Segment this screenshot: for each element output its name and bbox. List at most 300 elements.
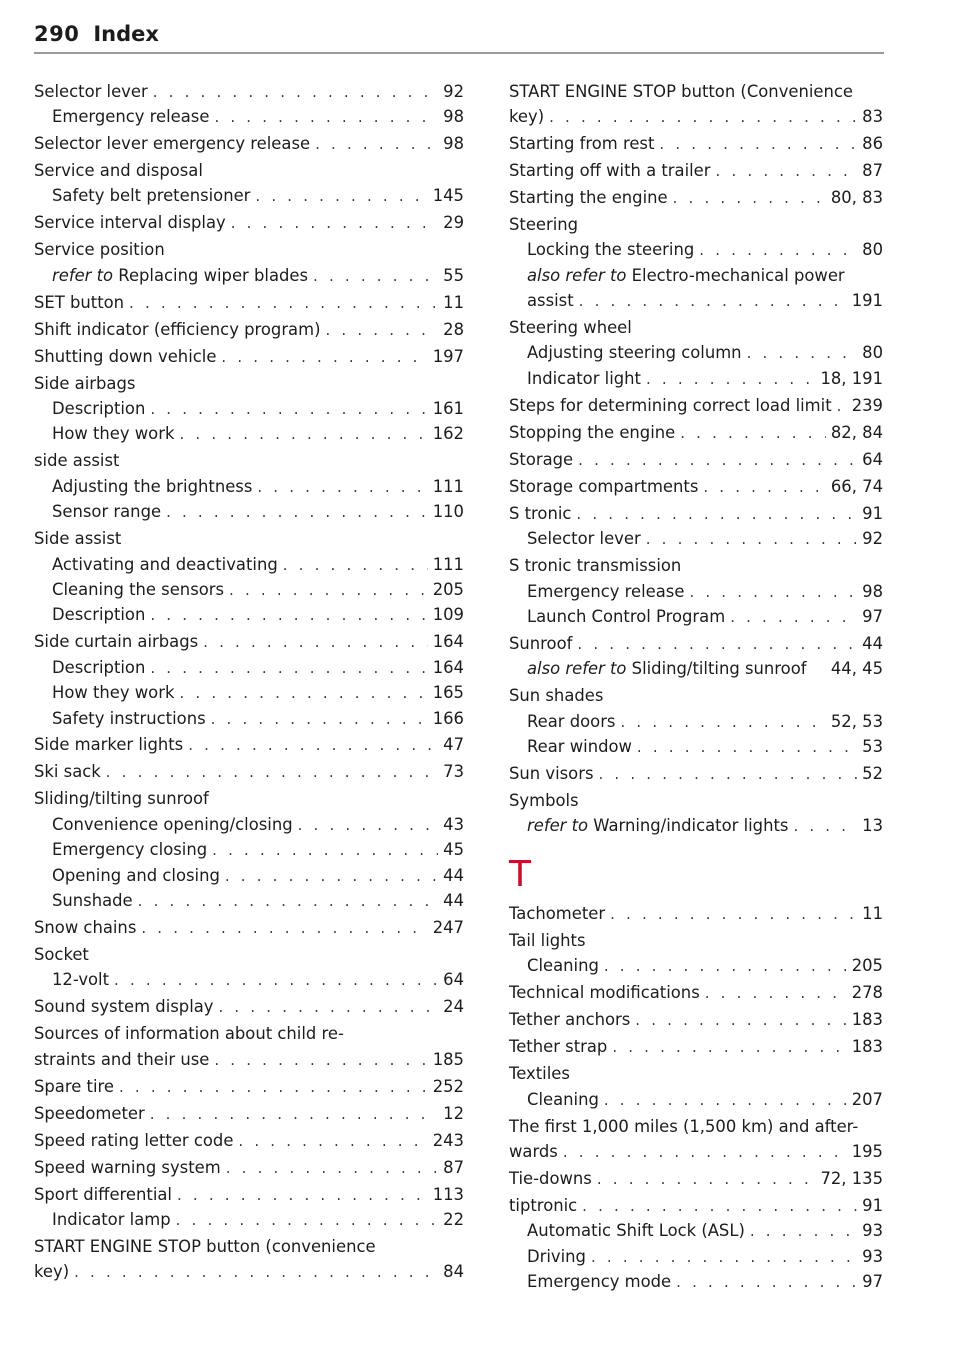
entry-text: assist [527, 291, 574, 311]
entry-text: Cleaning [527, 1089, 599, 1109]
index-entry [34, 210, 464, 235]
dot-leader [214, 105, 438, 130]
entry-text: Starting off with a trailer [509, 160, 711, 180]
page-reference: 98 [443, 133, 464, 153]
entry-text: Cleaning [527, 956, 599, 976]
page-reference: 92 [443, 81, 464, 101]
page-reference: 205 [432, 579, 464, 599]
dot-leader [214, 1048, 427, 1073]
dot-leader [226, 1156, 438, 1181]
index-entry [509, 131, 883, 156]
index-entry [34, 396, 464, 421]
index-entry [34, 915, 464, 940]
index-entry [509, 1193, 883, 1218]
entry-text: straints and their use [34, 1049, 210, 1069]
entry-text: Automatic Shift Lock (ASL) [527, 1221, 745, 1241]
page-reference: 185 [432, 1049, 464, 1069]
entry-text: key) [509, 106, 545, 126]
entry-text: Sound system display [34, 997, 214, 1017]
dot-leader [166, 500, 428, 525]
index-entry [509, 340, 883, 365]
index-entry [509, 631, 883, 656]
index-entry [34, 706, 464, 731]
index-entry [34, 183, 464, 208]
index-entry [509, 953, 883, 978]
page-reference: 73 [443, 762, 464, 782]
page-reference: 145 [432, 186, 464, 206]
dot-leader [699, 238, 857, 263]
entry-text: Side airbags [34, 373, 136, 393]
index-entry [34, 942, 464, 967]
dot-leader [141, 916, 427, 941]
index-entry [34, 1074, 464, 1099]
cross-reference-label: refer to [527, 816, 594, 836]
index-entry [34, 421, 464, 446]
page-reference: 13 [862, 816, 883, 836]
index-entry [34, 629, 464, 654]
dot-leader [229, 578, 428, 603]
entry-text: Technical modifications [509, 983, 700, 1003]
entry-text: How they work [52, 424, 175, 444]
dot-leader [563, 1140, 847, 1165]
index-entry [34, 131, 464, 156]
page-reference: 11 [862, 903, 883, 923]
index-entry [509, 683, 883, 708]
entry-text: Indicator light [527, 368, 641, 388]
entry-text: Indicator lamp [52, 1210, 171, 1230]
entry-text: Adjusting the brightness [52, 476, 253, 496]
index-entry [34, 317, 464, 342]
dot-leader [221, 345, 427, 370]
entry-text: How they work [52, 683, 175, 703]
page-reference: 53 [862, 737, 883, 757]
entry-text: Starting from rest [509, 133, 655, 153]
entry-text: Speed rating letter code [34, 1130, 234, 1150]
entry-text: Selector lever [34, 81, 148, 101]
page-reference: 83 [862, 106, 883, 126]
page-number: 290 [34, 22, 80, 46]
dot-leader [705, 981, 847, 1006]
index-entry [509, 212, 883, 237]
entry-text: Socket [34, 944, 89, 964]
index-entry [34, 371, 464, 396]
dot-leader [591, 1245, 857, 1270]
page-title: Index [93, 22, 159, 46]
index-entry [509, 447, 883, 472]
index-entry [34, 290, 464, 315]
index-entry [34, 577, 464, 602]
entry-text: START ENGINE STOP button (convenience [34, 1237, 376, 1257]
dot-leader [212, 838, 438, 863]
entry-text: The first 1,000 miles (1,500 km) and after- [509, 1116, 859, 1136]
entry-text: Cleaning the sensors [52, 579, 225, 599]
entry-text: Emergency release [527, 581, 685, 601]
dot-leader [597, 1167, 816, 1192]
dot-leader [203, 630, 428, 655]
page-reference: 97 [862, 606, 883, 626]
index-entry [34, 237, 464, 262]
dot-leader [582, 1194, 857, 1219]
entry-text: SET button [34, 292, 125, 312]
cross-reference-label: also refer to [527, 659, 632, 679]
entry-text: Sources of information about child re- [34, 1024, 344, 1044]
index-entry [509, 104, 883, 129]
dot-leader [179, 422, 427, 447]
index-entry [34, 1155, 464, 1180]
page-reference: 247 [432, 918, 464, 937]
page-reference: 109 [432, 605, 464, 625]
page-reference: 18, 191 [820, 368, 883, 388]
dot-leader [549, 105, 857, 130]
page-reference: 64 [443, 970, 464, 990]
index-column-left [34, 77, 464, 1285]
index-entry [509, 1166, 883, 1191]
index-entry [509, 158, 883, 183]
index-entry [509, 1139, 883, 1164]
entry-text: Tail lights [509, 930, 586, 950]
entry-text: Stopping the engine [509, 422, 676, 442]
index-entry [34, 1182, 464, 1207]
index-entry [34, 344, 464, 369]
index-entry [509, 393, 883, 418]
dot-leader [659, 132, 857, 157]
entry-text: Service position [34, 240, 165, 260]
page-reference: 98 [443, 106, 464, 126]
page-reference: 66, 74 [830, 476, 883, 496]
entry-text: Tether strap [509, 1037, 608, 1057]
dot-leader [610, 902, 857, 927]
dot-leader [315, 132, 438, 157]
dot-leader [74, 1260, 438, 1285]
index-entry [509, 1114, 883, 1139]
page-reference: 113 [432, 1184, 464, 1204]
index-entry [34, 759, 464, 784]
index-entry [509, 79, 883, 104]
page-reference: 44 [862, 633, 883, 653]
entry-text: Sun shades [509, 686, 604, 706]
index-entry [509, 185, 883, 210]
dot-leader [150, 1102, 438, 1127]
dot-leader [576, 502, 857, 527]
index-entry [34, 263, 464, 288]
dot-leader [837, 394, 847, 419]
page-reference: 11 [443, 292, 464, 312]
dot-leader [106, 760, 438, 785]
entry-text: Side marker lights [34, 735, 184, 755]
page-reference: 110 [432, 502, 464, 522]
page-reference: 183 [851, 1037, 883, 1057]
entry-text: Sliding/tilting sunroof [34, 789, 209, 809]
entry-text: Steps for determining correct load limit [509, 395, 832, 415]
dot-leader [599, 762, 858, 787]
entry-text: Shift indicator (efficiency program) [34, 319, 321, 339]
page-reference: 44 [443, 865, 464, 885]
page-reference: 44 [443, 891, 464, 911]
entry-text: also refer to Sliding/tilting sunroof [527, 659, 807, 679]
page-reference: 278 [851, 983, 883, 1003]
dot-leader [620, 710, 825, 735]
page-reference: 82, 84 [830, 422, 883, 442]
index-entry [34, 1101, 464, 1126]
dot-leader [673, 186, 826, 211]
index-entry [34, 1207, 464, 1232]
dot-leader [579, 289, 847, 314]
dot-leader [153, 80, 438, 105]
dot-leader [313, 264, 438, 289]
index-entry [34, 994, 464, 1019]
entry-text: Storage compartments [509, 476, 699, 496]
entry-text: Service interval display [34, 213, 226, 233]
index-entry [34, 812, 464, 837]
entry-text: Shutting down vehicle [34, 346, 217, 366]
entry-text: Launch Control Program [527, 606, 726, 626]
dot-leader [176, 1208, 439, 1233]
page-reference: 72, 135 [820, 1168, 883, 1188]
index-entry [34, 837, 464, 862]
index-entry [509, 579, 883, 604]
page-reference: 80, 83 [830, 187, 883, 207]
entry-text: START ENGINE STOP button (Convenience [509, 81, 853, 101]
index-entry [34, 863, 464, 888]
index-entry [509, 734, 883, 759]
dot-leader [676, 1270, 857, 1295]
entry-text: Rear window [527, 737, 632, 757]
cross-reference-label: also refer to [527, 265, 632, 285]
dot-leader [612, 1035, 846, 1060]
index-entry [509, 604, 883, 629]
entry-text: Selector lever emergency release [34, 133, 311, 153]
dot-leader [646, 367, 815, 392]
dot-leader [150, 397, 427, 422]
page-reference: 80 [862, 240, 883, 260]
page-reference: 239 [851, 395, 883, 415]
page-reference: 55 [443, 265, 464, 285]
entry-text: Speedometer [34, 1103, 145, 1123]
page-reference: 207 [851, 1089, 883, 1109]
entry-text: Tachometer [509, 903, 606, 923]
entry-text: refer to Warning/indicator lights [527, 816, 789, 836]
dot-leader [129, 291, 438, 316]
entry-text: Safety belt pretensioner [52, 186, 251, 206]
page-reference: 111 [432, 554, 464, 574]
entry-text: Activating and deactivating [52, 554, 278, 574]
entry-text: Starting the engine [509, 187, 668, 207]
entry-text: Emergency closing [52, 840, 208, 860]
index-entry [509, 761, 883, 786]
index-entry [509, 315, 883, 340]
index-entry [34, 1128, 464, 1153]
entry-text: wards [509, 1141, 558, 1161]
page-reference: 64 [862, 449, 883, 469]
entry-text: Description [52, 399, 146, 419]
page-reference: 87 [862, 160, 883, 180]
entry-text: 12-volt [52, 970, 110, 990]
page-reference: 52 [862, 764, 883, 784]
page-reference: 243 [432, 1130, 464, 1150]
dot-leader [703, 475, 825, 500]
dot-leader [255, 184, 427, 209]
entry-text: Emergency mode [527, 1272, 672, 1292]
entry-text: S tronic transmission [509, 556, 682, 576]
index-entry [34, 602, 464, 627]
dot-leader [225, 864, 438, 889]
dot-leader [219, 995, 439, 1020]
page-reference: 183 [851, 1010, 883, 1030]
index-entry [34, 526, 464, 551]
dot-leader [177, 1183, 428, 1208]
section-letter: T [509, 853, 531, 895]
dot-leader [257, 475, 427, 500]
page-reference: 80 [862, 343, 883, 363]
entry-text: Speed warning system [34, 1157, 221, 1177]
entry-text: Opening and closing [52, 865, 220, 885]
index-entry [509, 288, 883, 313]
dot-leader [635, 1008, 846, 1033]
page-reference: 197 [432, 346, 464, 366]
index-entry [509, 366, 883, 391]
dot-leader [138, 889, 439, 914]
entry-text: Sensor range [52, 502, 162, 522]
dot-leader [646, 527, 857, 552]
page-reference: 28 [443, 319, 464, 339]
header-rule [34, 52, 884, 54]
index-entry [509, 788, 883, 813]
entry-text: also refer to Electro-mechanical power [527, 265, 845, 285]
entry-text: Textiles [509, 1064, 570, 1084]
page-reference: 162 [432, 424, 464, 444]
index-entry [509, 1269, 883, 1294]
entry-text: Tether anchors [509, 1010, 631, 1030]
dot-leader [119, 1075, 428, 1100]
entry-text: Emergency release [52, 106, 210, 126]
entry-text: Safety instructions [52, 708, 206, 728]
dot-leader [747, 341, 858, 366]
page-reference: 29 [443, 213, 464, 233]
entry-text: key) [34, 1262, 70, 1282]
page-reference: 47 [443, 735, 464, 755]
index-entry [509, 237, 883, 262]
page-reference: 97 [862, 1272, 883, 1292]
dot-leader [716, 159, 858, 184]
page-reference: 111 [432, 476, 464, 496]
page-reference: 86 [862, 133, 883, 153]
index-entry [34, 680, 464, 705]
index-entry [509, 1061, 883, 1086]
index-entry [34, 552, 464, 577]
entry-text: S tronic [509, 503, 572, 523]
entry-text: refer to Replacing wiper blades [52, 265, 309, 285]
entry-text: Description [52, 657, 146, 677]
index-column-right [509, 77, 883, 1294]
page-reference: 164 [432, 657, 464, 677]
page-reference: 87 [443, 1157, 464, 1177]
index-entry [509, 501, 883, 526]
page-reference: 161 [432, 399, 464, 419]
entry-text: Description [52, 605, 146, 625]
page-reference: 195 [851, 1141, 883, 1161]
page-reference: 24 [443, 997, 464, 1017]
page-reference: 164 [432, 632, 464, 652]
index-entry [34, 967, 464, 992]
index-entry [34, 474, 464, 499]
entry-text: Storage [509, 449, 574, 469]
dot-leader [680, 421, 826, 446]
dot-leader [211, 707, 428, 732]
index-entry [34, 888, 464, 913]
dot-leader [150, 603, 427, 628]
dot-leader [283, 553, 428, 578]
index-entry [509, 1007, 883, 1032]
page-reference: 45 [443, 840, 464, 860]
entry-text: Adjusting steering column [527, 343, 742, 363]
dot-leader [793, 814, 857, 839]
page-reference: 98 [862, 581, 883, 601]
entry-text: Symbols [509, 791, 579, 811]
index-entry [509, 526, 883, 551]
page-reference: 166 [432, 708, 464, 728]
page-reference: 91 [862, 1195, 883, 1215]
page-reference: 91 [862, 503, 883, 523]
index-entry [34, 655, 464, 680]
dot-leader [604, 954, 847, 979]
index-entry [509, 1244, 883, 1269]
entry-text: Snow chains [34, 918, 137, 937]
page-reference: 205 [851, 956, 883, 976]
page-reference: 43 [443, 814, 464, 834]
entry-text: Steering wheel [509, 318, 632, 338]
index-entry [509, 1218, 883, 1243]
index-entry [34, 1047, 464, 1072]
dot-leader [238, 1129, 427, 1154]
entry-text: Side curtain airbags [34, 632, 199, 652]
index-entry [34, 1234, 464, 1259]
index-entry [509, 656, 883, 681]
entry-text: Steering [509, 214, 579, 234]
index-entry [509, 420, 883, 445]
index-entry [34, 158, 464, 183]
page-reference: 92 [862, 529, 883, 549]
index-entry [509, 553, 883, 578]
page-reference: 22 [443, 1210, 464, 1230]
index-entry [34, 1259, 464, 1284]
index-entry [34, 1021, 464, 1046]
dot-leader [179, 681, 427, 706]
entry-text: Spare tire [34, 1076, 114, 1096]
index-entry [509, 1087, 883, 1112]
cross-reference-label: refer to [52, 265, 119, 285]
page-reference: 44, 45 [830, 659, 883, 679]
page-reference: 93 [862, 1221, 883, 1241]
page-reference: 165 [432, 683, 464, 703]
index-entry [509, 263, 883, 288]
page-header [34, 22, 884, 52]
entry-text: Selector lever [527, 529, 641, 549]
entry-text: Ski sack [34, 762, 101, 782]
dot-leader [298, 813, 439, 838]
page-reference: 84 [443, 1262, 464, 1282]
dot-leader [750, 1219, 857, 1244]
dot-leader [689, 580, 857, 605]
page-reference: 12 [443, 1103, 464, 1123]
dot-leader [578, 448, 857, 473]
entry-text: Sun visors [509, 764, 594, 784]
index-entry [509, 474, 883, 499]
entry-text: Locking the steering [527, 240, 695, 260]
dot-leader [604, 1088, 847, 1113]
index-entry [34, 786, 464, 811]
index-entry [34, 448, 464, 473]
index-entry [509, 980, 883, 1005]
